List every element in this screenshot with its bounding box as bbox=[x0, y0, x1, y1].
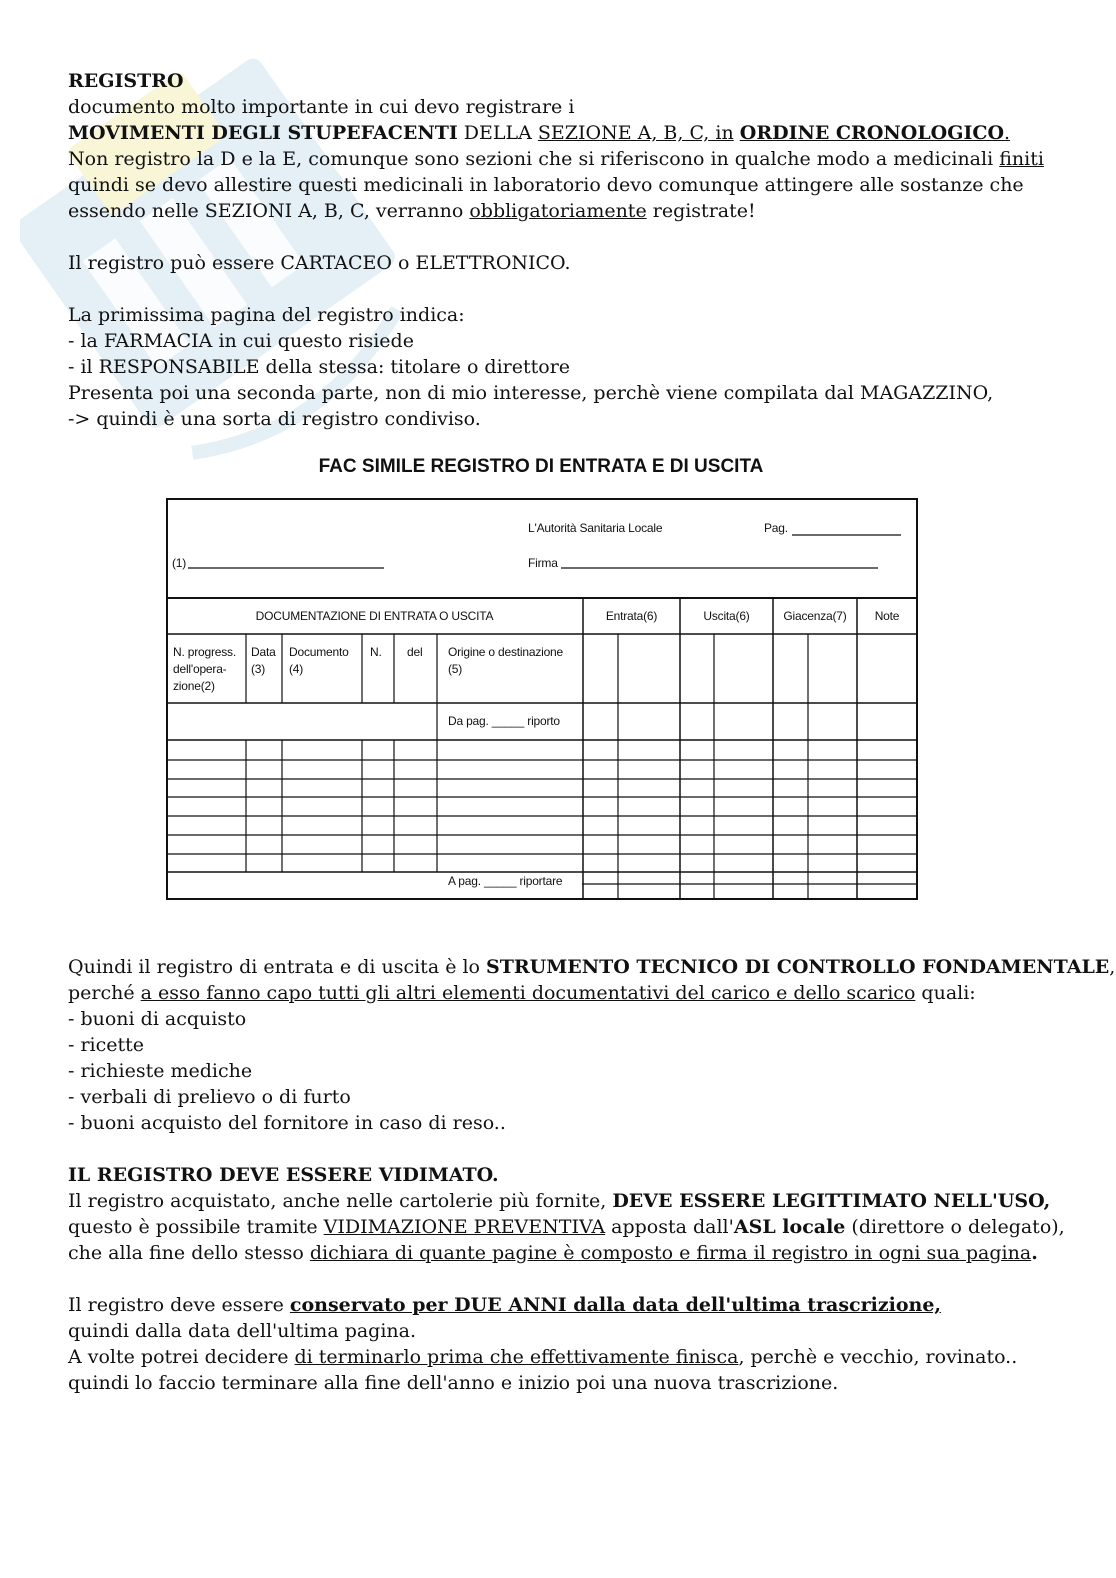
form-col-origine: Origine o destinazione (5) bbox=[448, 645, 564, 676]
list-item: - buoni di acquisto bbox=[68, 1008, 247, 1030]
form-label-ref1: (1) bbox=[172, 556, 187, 570]
form-col-del: del bbox=[407, 645, 423, 659]
text-line: La primissima pagina del registro indica: bbox=[68, 304, 465, 326]
form-da-pag: Da pag. _____ riporto bbox=[448, 714, 560, 728]
text-line: questo è possibile tramite VIDIMAZIONE PREVENTIVA apposta dall'ASL locale (direttore o delegato), bbox=[68, 1216, 1065, 1238]
list-item: - richieste mediche bbox=[68, 1060, 253, 1082]
text-line: Il registro deve essere conservato per DUE ANNI dalla data dell'ultima trascrizione, bbox=[68, 1294, 942, 1316]
text-line: Il registro acquistato, anche nelle cartolerie più fornite, DEVE ESSERE LEGITTIMATO NELL'USO, bbox=[68, 1190, 1051, 1212]
text-block-bottom bbox=[68, 954, 1116, 1396]
text-line: A volte potrei decidere di terminarlo prima che effettivamente finisca, perchè e vecchio, rovinato.. bbox=[68, 1346, 1018, 1368]
form-col-documento: Documento (4) bbox=[289, 645, 349, 676]
text-line: Quindi il registro di entrata e di uscita è lo STRUMENTO TECNICO DI CONTROLLO FONDAMENTALE, bbox=[68, 956, 1116, 978]
text-line: Presenta poi una seconda parte, non di mio interesse, perchè viene compilata dal MAGAZZINO, bbox=[68, 382, 994, 404]
text-block-top bbox=[68, 68, 1058, 432]
registro-form-image bbox=[166, 498, 918, 900]
text-line: che alla fine dello stesso dichiara di quante pagine è composto e firma il registro in ogni sua pagina. bbox=[68, 1242, 1038, 1264]
text-line: MOVIMENTI DEGLI STUPEFACENTI DELLA SEZIONE A, B, C, in ORDINE CRONOLOGICO. bbox=[68, 122, 1011, 144]
text-line: -> quindi è una sorta di registro condiviso. bbox=[68, 408, 481, 430]
text-line: essendo nelle SEZIONI A, B, C, verranno obbligatoriamente registrate! bbox=[68, 200, 756, 222]
form-header-uscita: Uscita(6) bbox=[703, 609, 750, 623]
form-header-note: Note bbox=[874, 609, 900, 623]
form-header-entrata: Entrata(6) bbox=[605, 609, 658, 623]
list-item: - il RESPONSABILE della stessa: titolare o direttore bbox=[68, 356, 571, 378]
form-col-data: Data (3) bbox=[251, 645, 276, 676]
form-label-asl: L'Autorità Sanitaria Locale bbox=[528, 521, 663, 535]
text-line: documento molto importante in cui devo registrare i bbox=[68, 96, 575, 118]
text-line: quindi dalla data dell'ultima pagina. bbox=[68, 1320, 417, 1342]
form-label-firma: Firma bbox=[528, 556, 558, 570]
form-header-giacenza: Giacenza(7) bbox=[783, 609, 847, 623]
list-item: - verbali di prelievo o di furto bbox=[68, 1086, 351, 1108]
form-a-pag: A pag. _____ riportare bbox=[448, 874, 563, 888]
form-col-nprog: N. progress. dell'opera- zione(2) bbox=[173, 645, 236, 693]
text-line: Il registro può essere CARTACEO o ELETTRONICO. bbox=[68, 252, 571, 274]
text-line: quindi se devo allestire questi medicinali in laboratorio devo comunque attingere alle sostanze che bbox=[68, 174, 1024, 196]
text-line: perché a esso fanno capo tutti gli altri elementi documentativi del carico e dello scarico quali: bbox=[68, 982, 976, 1004]
form-col-n: N. bbox=[370, 645, 382, 659]
list-item: - buoni acquisto del fornitore in caso di reso.. bbox=[68, 1112, 506, 1134]
text-line: quindi lo faccio terminare alla fine dell'anno e inizio poi una nuova trascrizione. bbox=[68, 1372, 839, 1394]
form-header-documentazione: DOCUMENTAZIONE DI ENTRATA O USCITA bbox=[255, 609, 494, 623]
list-item: - ricette bbox=[68, 1034, 145, 1056]
heading-registro: REGISTRO bbox=[68, 70, 184, 92]
form-label-pag: Pag. bbox=[764, 521, 788, 535]
text-line: Non registro la D e la E, comunque sono sezioni che si riferiscono in qualche modo a medicinali finiti bbox=[68, 148, 1044, 170]
list-item: - la FARMACIA in cui questo risiede bbox=[68, 330, 414, 352]
heading-vidimato: IL REGISTRO DEVE ESSERE VIDIMATO. bbox=[68, 1164, 499, 1186]
form-title: FAC SIMILE REGISTRO DI ENTRATA E DI USCITA bbox=[318, 456, 764, 477]
